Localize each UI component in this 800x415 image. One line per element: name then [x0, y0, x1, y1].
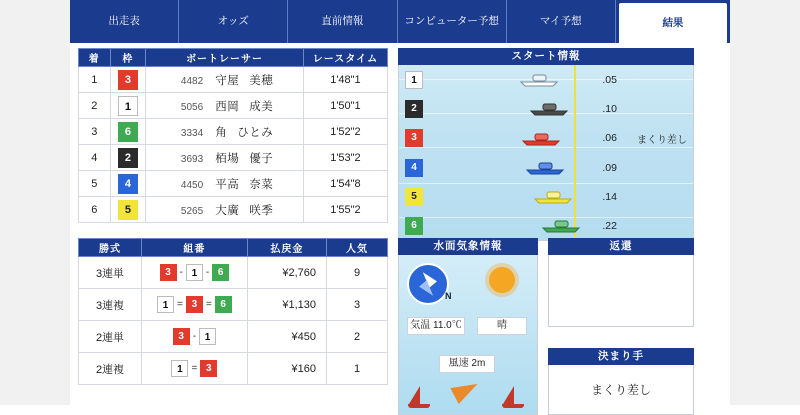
cell-racer[interactable] — [146, 93, 304, 119]
cell-bet-type: 3連複 — [79, 289, 142, 321]
racer-name: 大廣 咲季 — [215, 204, 274, 217]
lane-badge: 4 — [118, 174, 138, 194]
cell-lane — [110, 119, 146, 145]
table-row — [79, 289, 388, 321]
cell-racetime: 1'48"1 — [303, 67, 387, 93]
start-row — [399, 211, 693, 240]
decider-title: 決まり手 — [548, 348, 694, 365]
start-row — [399, 94, 693, 123]
combo-number: 3 — [160, 264, 177, 281]
payout-table — [78, 238, 388, 385]
tab-bar — [70, 0, 730, 43]
combo-separator: = — [205, 299, 212, 310]
tab-results[interactable]: 結果 — [619, 3, 727, 43]
return-title: 返還 — [548, 238, 694, 255]
racer-name: 栢場 優子 — [215, 152, 274, 165]
table-row — [79, 353, 388, 385]
start-info-body — [398, 65, 694, 241]
cell-racer[interactable] — [146, 119, 304, 145]
compass-icon — [407, 263, 449, 305]
weather-panel — [398, 238, 538, 415]
combo-separator: - — [192, 331, 197, 342]
cell-popularity: 1 — [327, 353, 388, 385]
col-header-lane: 枠 — [110, 49, 146, 67]
return-panel — [548, 238, 694, 327]
temperature-value: 気温 11.0℃ — [407, 317, 465, 335]
cell-combination — [142, 289, 248, 321]
col-header-popularity: 人気 — [327, 239, 388, 257]
cell-lane — [110, 93, 146, 119]
boat-icon — [519, 70, 561, 88]
start-row — [399, 124, 693, 153]
tab-entry-list[interactable]: 出走表 — [70, 0, 179, 43]
racer-name: 角 ひとみ — [215, 126, 274, 139]
table-row — [79, 67, 388, 93]
result-table-panel — [78, 48, 388, 223]
lane-badge: 5 — [118, 200, 138, 220]
sun-icon — [489, 267, 515, 293]
start-row — [399, 153, 693, 182]
cell-lane — [110, 171, 146, 197]
cell-racer[interactable] — [146, 145, 304, 171]
combo-number: 6 — [215, 296, 232, 313]
col-header-combination: 組番 — [142, 239, 248, 257]
payout-table-header-row — [79, 239, 388, 257]
wind-direction-arrow-icon — [450, 376, 481, 404]
combo-number: 1 — [157, 296, 174, 313]
table-row — [79, 171, 388, 197]
racer-reg-number: 5265 — [180, 205, 204, 217]
cell-lane — [110, 145, 146, 171]
table-row — [79, 197, 388, 223]
combo-number: 1 — [199, 328, 216, 345]
start-info-title: スタート情報 — [398, 48, 694, 65]
right-gutter — [730, 0, 800, 405]
cell-popularity: 9 — [327, 257, 388, 289]
start-row — [399, 182, 693, 211]
start-timing: .10 — [602, 102, 617, 115]
combo-separator: - — [205, 267, 210, 278]
lane-badge: 6 — [118, 122, 138, 142]
racer-reg-number: 4482 — [180, 75, 204, 87]
lane-badge: 4 — [405, 159, 423, 177]
col-header-bet-type: 勝式 — [79, 239, 142, 257]
table-row — [79, 257, 388, 289]
cell-racetime: 1'53"2 — [303, 145, 387, 171]
cell-rank: 5 — [79, 171, 111, 197]
lane-badge: 2 — [118, 148, 138, 168]
compass-north-label: N — [445, 291, 452, 301]
boat-icon — [529, 99, 571, 117]
cell-rank: 3 — [79, 119, 111, 145]
table-row — [79, 145, 388, 171]
start-row — [399, 65, 693, 94]
lane-badge: 5 — [405, 188, 423, 206]
col-header-payout: 払戻金 — [247, 239, 326, 257]
racer-reg-number: 3334 — [180, 127, 204, 139]
table-row — [79, 93, 388, 119]
start-info-panel — [398, 48, 694, 241]
cell-popularity: 2 — [327, 321, 388, 353]
cell-bet-type: 2連複 — [79, 353, 142, 385]
table-row — [79, 321, 388, 353]
cell-lane — [110, 197, 146, 223]
tab-my-prediction[interactable]: マイ予想 — [507, 0, 616, 43]
start-timing: .14 — [602, 190, 617, 203]
weather-body — [398, 255, 538, 415]
lane-badge: 6 — [405, 217, 423, 235]
combo-separator: = — [177, 299, 183, 310]
combo-number: 1 — [186, 264, 203, 281]
return-value — [548, 255, 694, 327]
lane-badge: 3 — [405, 129, 423, 147]
wind-speed-value: 風速 2m — [439, 355, 495, 373]
cell-rank: 4 — [79, 145, 111, 171]
payout-table-panel — [78, 238, 388, 385]
cell-racer[interactable] — [146, 171, 304, 197]
start-timing: .05 — [602, 73, 617, 86]
combo-number: 6 — [212, 264, 229, 281]
racer-name: 西岡 成美 — [215, 100, 274, 113]
weather-title: 水面気象情報 — [398, 238, 538, 255]
cell-combination — [142, 353, 248, 385]
racer-reg-number: 5056 — [180, 101, 204, 113]
winning-move-note: まくり差し — [637, 134, 687, 146]
combo-number: 3 — [173, 328, 190, 345]
combo-number: 3 — [200, 360, 217, 377]
tab-computer-prediction[interactable]: コンピューター予想 — [398, 0, 507, 43]
cell-racer[interactable] — [146, 67, 304, 93]
start-timing: .06 — [602, 132, 617, 145]
cell-payout: ¥160 — [247, 353, 326, 385]
combo-separator: = — [191, 363, 198, 374]
result-table — [78, 48, 388, 223]
cell-popularity: 3 — [327, 289, 388, 321]
cell-bet-type: 3連単 — [79, 257, 142, 289]
cell-combination — [142, 321, 248, 353]
cell-racetime: 1'54"8 — [303, 171, 387, 197]
left-gutter — [0, 0, 70, 405]
cell-rank: 6 — [79, 197, 111, 223]
decider-value: まくり差し — [548, 365, 694, 415]
cell-payout: ¥1,130 — [247, 289, 326, 321]
lane-badge: 1 — [118, 96, 138, 116]
cell-racer[interactable] — [146, 197, 304, 223]
combo-separator: - — [179, 267, 183, 278]
cell-racetime: 1'52"2 — [303, 119, 387, 145]
cell-lane — [110, 67, 146, 93]
table-row — [79, 119, 388, 145]
cell-rank: 2 — [79, 93, 111, 119]
col-header-racetime: レースタイム — [303, 49, 387, 67]
boat-icon — [521, 129, 563, 147]
lane-badge: 1 — [405, 71, 423, 89]
col-header-rank: 着 — [79, 49, 111, 67]
combo-number: 3 — [186, 296, 203, 313]
tab-odds[interactable]: オッズ — [179, 0, 288, 43]
cell-bet-type: 2連単 — [79, 321, 142, 353]
cell-rank: 1 — [79, 67, 111, 93]
cell-payout: ¥450 — [247, 321, 326, 353]
start-timing: .22 — [602, 220, 617, 233]
weather-condition-value: 晴 — [477, 317, 527, 335]
cell-combination — [142, 257, 248, 289]
cell-racetime: 1'55"2 — [303, 197, 387, 223]
boat-icon — [541, 216, 583, 234]
racer-reg-number: 4450 — [180, 179, 204, 191]
col-header-racer: ボートレーサー — [146, 49, 304, 67]
boat-icon — [525, 158, 567, 176]
cell-racetime: 1'50"1 — [303, 93, 387, 119]
racer-name: 守屋 美穂 — [215, 74, 274, 87]
start-timing: .09 — [602, 161, 617, 174]
racer-reg-number: 3693 — [180, 153, 204, 165]
tab-pre-race-info[interactable]: 直前情報 — [288, 0, 397, 43]
cell-payout: ¥2,760 — [247, 257, 326, 289]
lane-badge: 3 — [118, 70, 138, 90]
racer-name: 平高 奈菜 — [215, 178, 274, 191]
lane-badge: 2 — [405, 100, 423, 118]
combo-number: 1 — [171, 360, 188, 377]
result-table-header-row — [79, 49, 388, 67]
boat-icon — [533, 187, 575, 205]
